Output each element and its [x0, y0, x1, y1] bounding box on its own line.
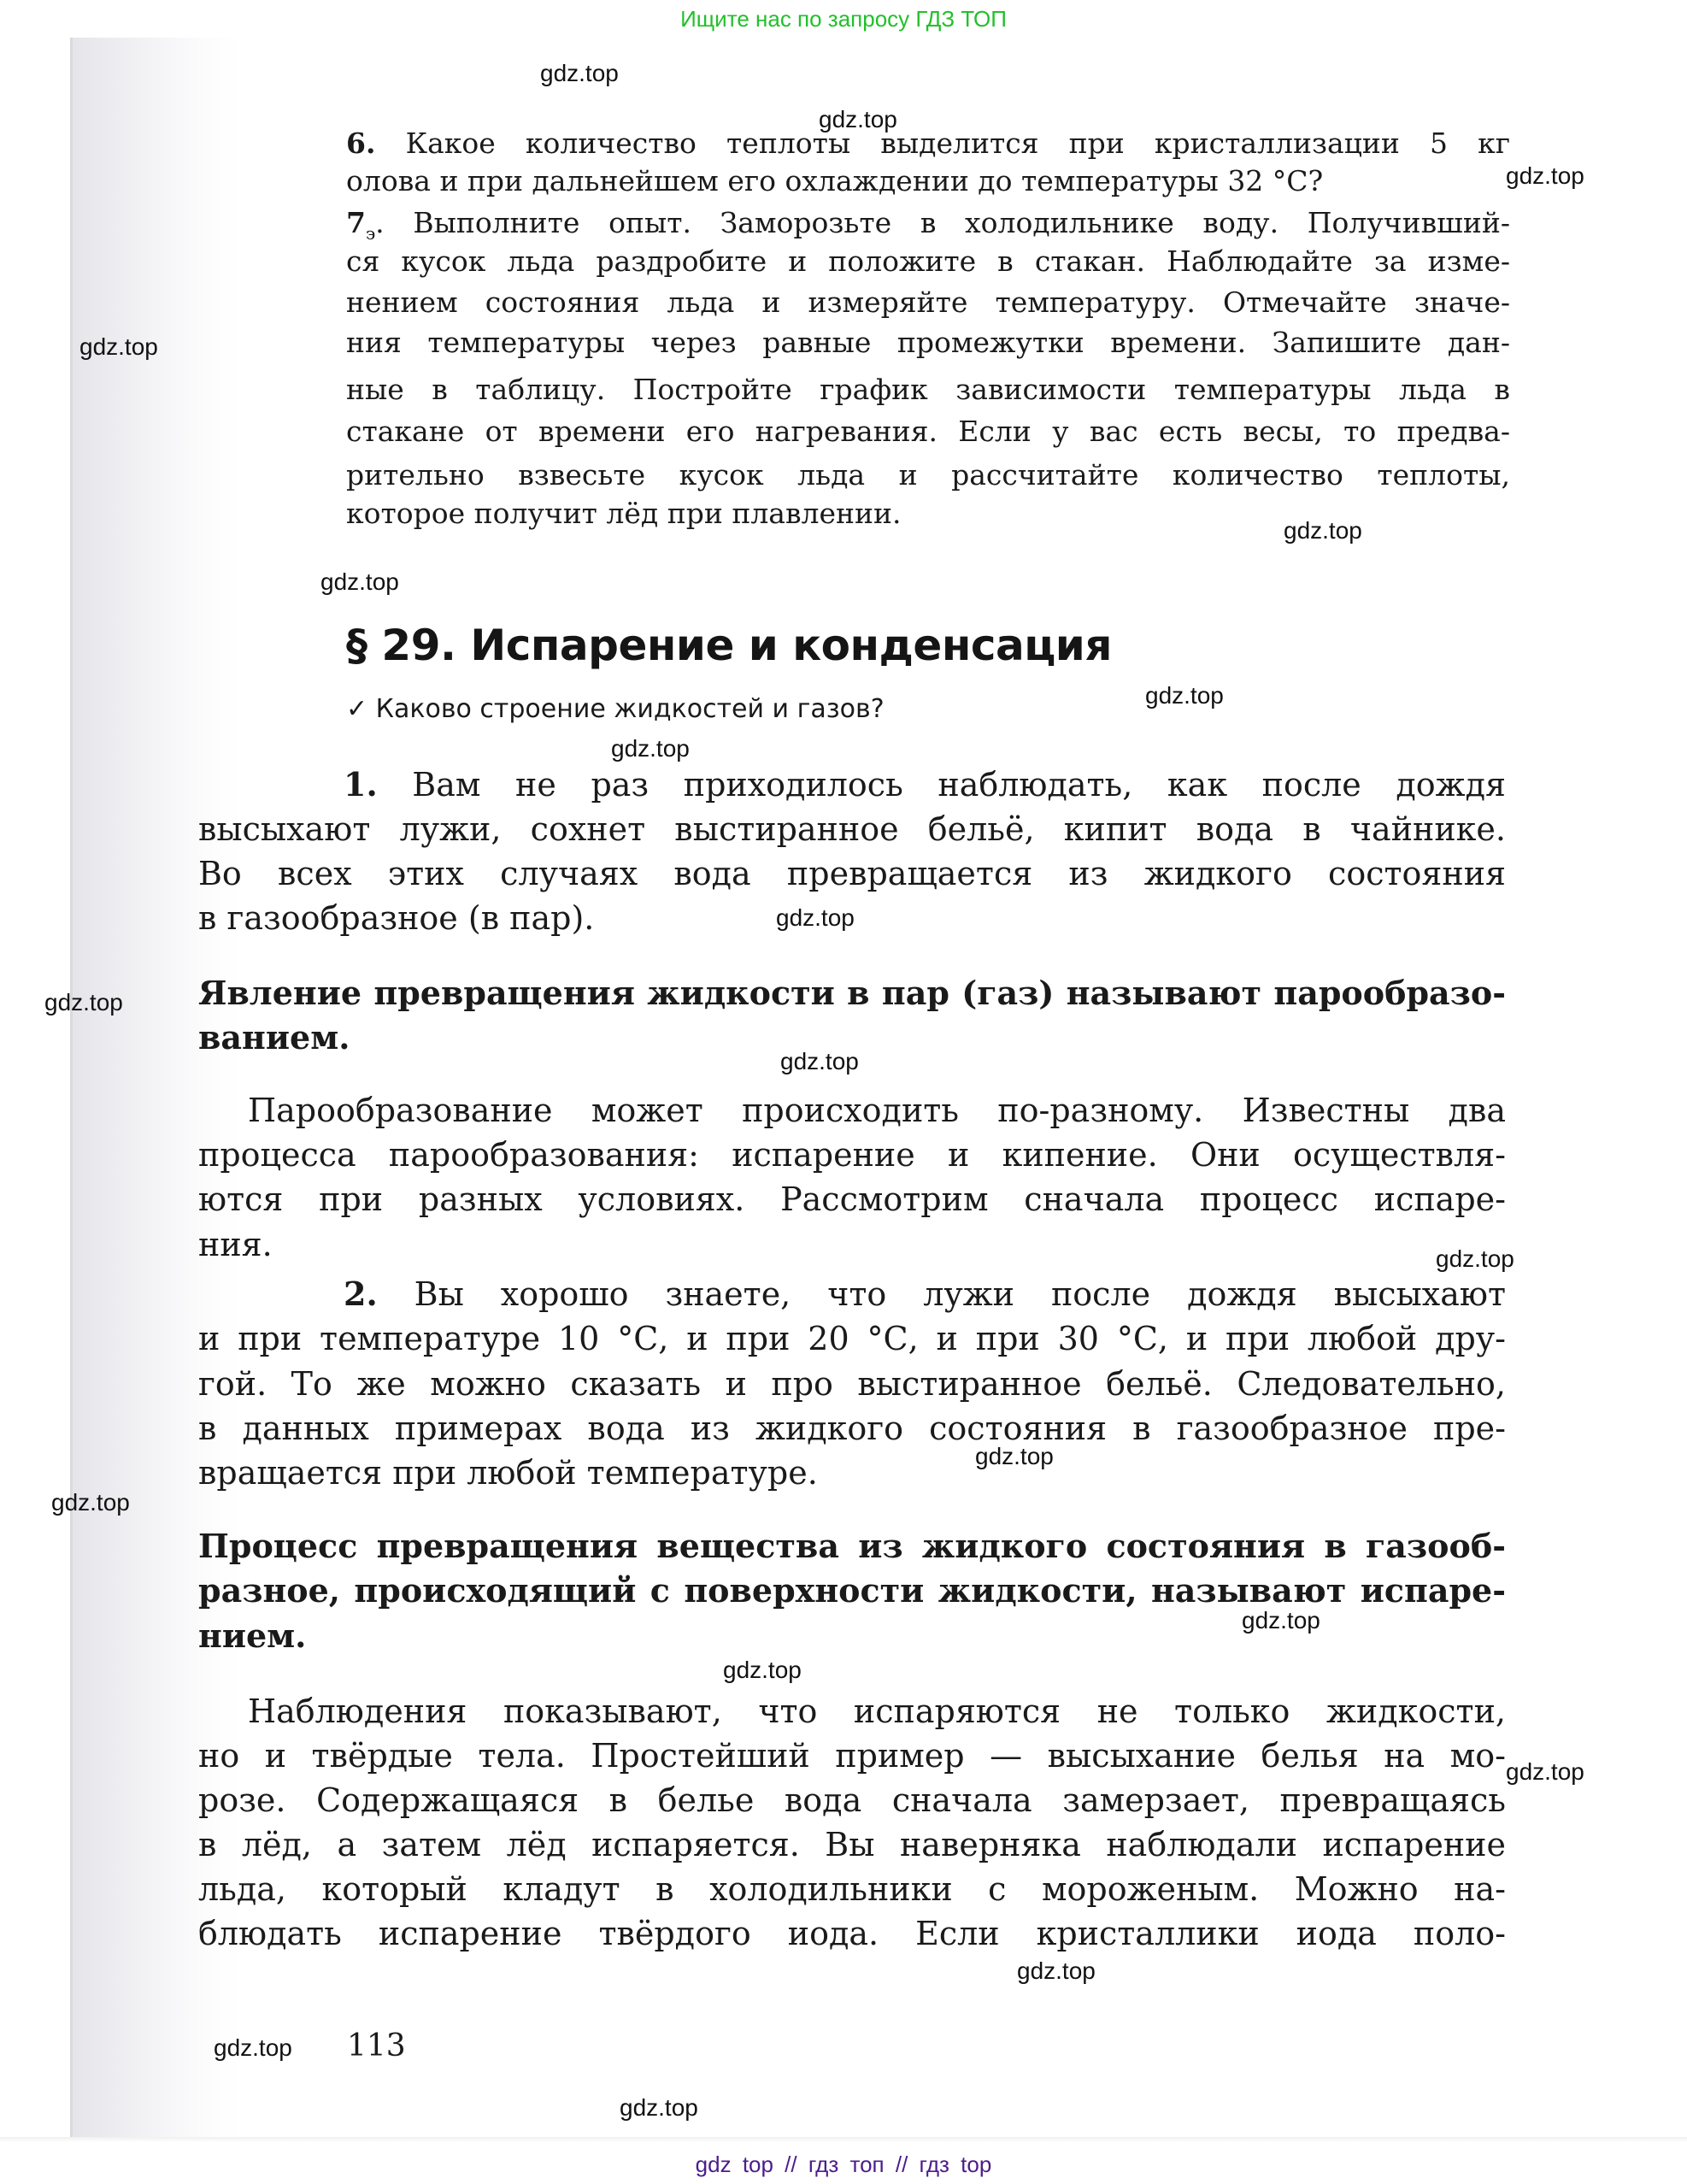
paragraph-line: Парообразование может происходить по-разному. Известны два: [248, 1092, 1506, 1129]
footer-links[interactable]: gdz top // гдз топ // гдз top: [695, 2152, 992, 2177]
paragraph-line: и при температуре 10 °С, и при 20 °С, и при 30 °С, и при любой дру-: [198, 1320, 1506, 1357]
task-7-line: нением состояния льда и измеряйте температуру. Отмечайте значе-: [346, 286, 1510, 319]
watermark: gdz.top: [1145, 682, 1224, 709]
paragraph-line: блюдать испарение твёрдого иода. Если кристаллики иода поло-: [198, 1915, 1506, 1952]
watermark: gdz.top: [1506, 1758, 1584, 1785]
paragraph-line: гой. То же можно сказать и про выстиранное бельё. Следовательно,: [198, 1365, 1506, 1403]
watermark: gdz.top: [1284, 517, 1362, 544]
paragraph-line: но и твёрдые тела. Простейший пример — высыхание белья на мо-: [198, 1737, 1506, 1775]
task-7-line: ные в таблицу. Постройте график зависимости температуры льда в: [346, 373, 1510, 406]
paragraph-line: розе. Содержащаяся в белье вода сначала замерзает, превращаясь: [198, 1781, 1506, 1819]
review-question: ✓ Каково строение жидкостей и газов?: [346, 694, 885, 724]
experiment-marker: э: [365, 223, 376, 244]
task-text: . Выполните опыт. Заморозьте в холодильнике воду. Получивший-: [375, 206, 1510, 239]
task-7-line: ния температуры через равные промежутки времени. Запишите дан-: [346, 326, 1510, 359]
watermark: gdz.top: [620, 2094, 698, 2121]
task-7-line: которое получит лёд при плавлении.: [346, 497, 902, 530]
watermark: gdz.top: [611, 735, 690, 762]
watermark: gdz.top: [1436, 1245, 1514, 1272]
watermark: gdz.top: [819, 106, 897, 132]
paragraph-line: Во всех этих случаях вода превращается из жидкого состояния: [198, 855, 1506, 892]
paragraph-line: ются при разных условиях. Рассмотрим сначала процесс испаре-: [198, 1180, 1506, 1218]
watermark: gdz.top: [44, 989, 123, 1015]
paragraph-line: вращается при любой температуре.: [198, 1454, 818, 1492]
search-banner[interactable]: Ищите нас по запросу ГДЗ ТОП: [680, 6, 1007, 32]
watermark: gdz.top: [1017, 1957, 1096, 1984]
definition-line: разное, происходящий с поверхности жидкости, называют испаре-: [198, 1571, 1506, 1610]
paragraph-line: льда, который кладут в холодильники с мороженым. Можно на-: [198, 1870, 1506, 1908]
definition-line: ванием.: [198, 1018, 350, 1057]
watermark: gdz.top: [975, 1443, 1054, 1469]
task-7-line: [346, 206, 1510, 244]
section-title: § 29. Испарение и конденсация: [346, 621, 1112, 670]
page-number: 113: [347, 2028, 406, 2063]
watermark: gdz.top: [214, 2034, 292, 2061]
watermark: gdz.top: [1506, 162, 1584, 189]
paragraph-line: процесса парообразования: испарение и кипение. Они осуществля-: [198, 1136, 1506, 1174]
task-text: Какое количество теплоты выделится при кристаллизации 5 кг: [405, 127, 1510, 160]
task-6-line: [346, 127, 1510, 161]
paragraph-text: Вам не раз приходилось наблюдать, как после дождя: [377, 766, 1506, 804]
paragraph-line: в лёд, а затем лёд испаряется. Вы наверняка наблюдали испарение: [198, 1826, 1506, 1863]
paragraph-line: высыхают лужи, сохнет выстиранное бельё, кипит вода в чайнике.: [198, 810, 1506, 848]
definition-line: нием.: [198, 1616, 307, 1655]
paragraph-line: в газообразное (в пар).: [198, 899, 595, 937]
paragraph-text: Вы хорошо знаете, что лужи после дождя высыхают: [377, 1275, 1506, 1313]
watermark: gdz.top: [723, 1657, 802, 1683]
paragraph-line: Наблюдения показывают, что испаряются не только жидкости,: [248, 1692, 1506, 1730]
watermark: gdz.top: [1242, 1607, 1320, 1634]
watermark: gdz.top: [79, 333, 158, 360]
watermark: gdz.top: [320, 568, 399, 595]
paragraph-number: 1.: [344, 765, 378, 804]
paragraph-line: ния.: [198, 1226, 273, 1263]
watermark: gdz.top: [776, 904, 855, 931]
watermark: gdz.top: [780, 1048, 859, 1074]
page-edge-shadow: [70, 38, 73, 2137]
task-6-line: олова и при дальнейшем его охлаждении до температуры 32 °С?: [346, 164, 1324, 197]
paragraph-line: [344, 1274, 1506, 1314]
paragraph-line: в данных примерах вода из жидкого состояния в газообразное пре-: [198, 1410, 1506, 1447]
paragraph-line: [344, 765, 1506, 804]
task-7-line: стакане от времени его нагревания. Если у вас есть весы, то предва-: [346, 415, 1510, 448]
task-7-line: рительно взвесьте кусок льда и рассчитайте количество теплоты,: [346, 458, 1510, 492]
footer-divider: [0, 2137, 1687, 2142]
definition-line: Процесс превращения вещества из жидкого состояния в газооб-: [198, 1527, 1506, 1565]
task-7-line: ся кусок льда раздробите и положите в стакан. Наблюдайте за изме-: [346, 244, 1510, 278]
watermark: gdz.top: [51, 1489, 130, 1516]
task-number: 7: [346, 206, 366, 239]
task-number: 6.: [346, 127, 376, 160]
paragraph-number: 2.: [344, 1274, 378, 1313]
watermark: gdz.top: [540, 60, 619, 86]
definition-line: Явление превращения жидкости в пар (газ) называют парообразо-: [198, 974, 1506, 1012]
